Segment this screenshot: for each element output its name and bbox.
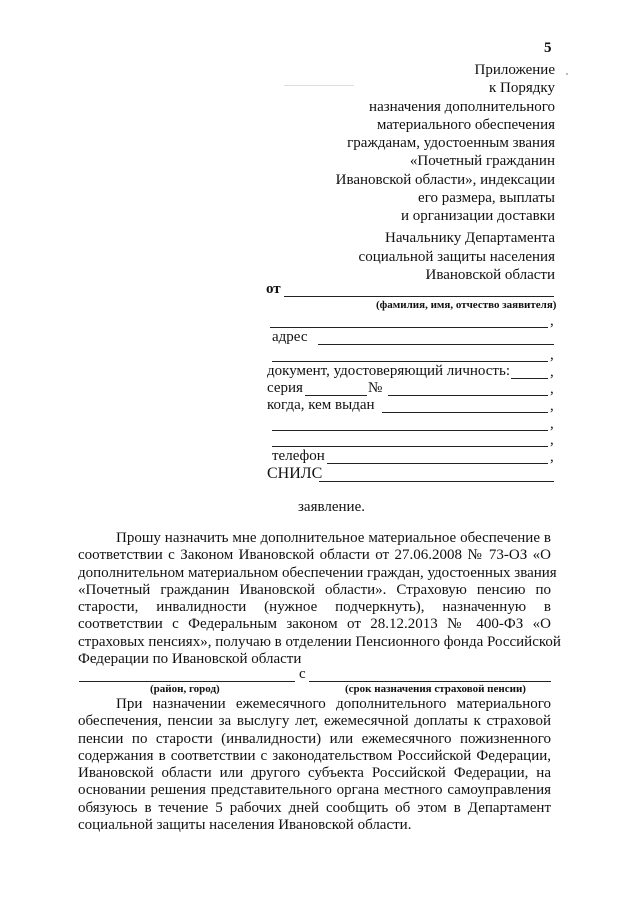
issued-field-3[interactable] (272, 446, 548, 447)
comma: , (550, 398, 554, 414)
request-paragraph (78, 530, 561, 668)
phone-field[interactable] (327, 463, 548, 464)
district-hint: (район, город) (150, 683, 220, 695)
address-field[interactable] (318, 344, 554, 345)
district-field[interactable] (79, 681, 295, 682)
period-hint: (срок назначения страховой пенсии) (345, 683, 526, 695)
paragraph-line: Ивановской области или другого субъекта Российской Федерации, на (78, 765, 551, 782)
appendix-line: к Порядку (489, 80, 555, 97)
page-number: 5 (544, 40, 552, 56)
paragraph-line: основании решения представительного органа местного самоуправления (78, 782, 551, 799)
appendix-line: Приложение (474, 62, 555, 78)
paragraph-line: социальной защиты населения Ивановской области. (78, 817, 412, 834)
number-label: № (368, 380, 383, 396)
comma: , (550, 381, 554, 397)
paragraph-line: страховых пенсиях», получаю в отделении Пенсионного фонда Российской (78, 633, 561, 650)
statement-title: заявление. (298, 499, 365, 515)
issued-label: когда, кем выдан (267, 397, 375, 413)
paragraph-line: Федерации по Ивановской области (78, 651, 302, 668)
paragraph-line: соответствии с Федеральным законом от 28.12.2013 № 400-ФЗ «О (78, 616, 551, 633)
appendix-line: материального обеспечения (376, 116, 555, 133)
addressee-block (255, 229, 555, 285)
paragraph-line: соответствии с Законом Ивановской области от 27.06.2008 № 73-ОЗ «О (78, 547, 551, 564)
series-field[interactable] (305, 395, 367, 396)
paragraph-line: «Почетный гражданин Ивановской области». Страховую пенсию по (78, 581, 551, 598)
comma: , (550, 313, 554, 329)
paragraph-line: обеспечения, пенсии за выслугу лет, ежемесячной доплаты к страховой (78, 713, 551, 730)
issued-field-2[interactable] (272, 430, 548, 431)
appendix-line: «Почетный гражданин (409, 153, 555, 170)
addressee-line: Ивановской области (425, 267, 555, 283)
paragraph-line: старости, инвалидности (нужное подчеркнуть), назначенную в (78, 599, 551, 616)
from-label: от (266, 281, 281, 297)
comma: , (550, 347, 554, 363)
appendix-line: гражданам, удостоенным звания (347, 135, 555, 152)
appendix-line: его размера, выплаты (418, 190, 555, 207)
phone-label: телефон (272, 448, 325, 464)
paragraph-line: содержания в соответствии с законодательством Российской Федерации, (78, 747, 551, 764)
issued-field[interactable] (382, 412, 548, 413)
identity-document-label: документ, удостоверяющий личность: (267, 363, 510, 379)
applicant-name-field[interactable] (284, 296, 554, 297)
paragraph-line: обязуюсь в течение 5 рабочих дней сообщить об этом в Департамент (78, 799, 551, 816)
comma: , (550, 416, 554, 432)
pension-period-field[interactable] (309, 681, 551, 682)
appendix-line: назначения дополнительного (369, 98, 555, 115)
paragraph-line: При назначении ежемесячного дополнительного материального (116, 696, 551, 712)
comma: , (550, 432, 554, 448)
address-label: адрес (272, 329, 308, 345)
obligation-paragraph (78, 696, 551, 834)
identity-document-field[interactable] (511, 378, 548, 379)
applicant-name-hint: (фамилия, имя, отчество заявителя) (376, 299, 557, 311)
paragraph-line: пенсии по старости (инвалидности) или ежемесячного пожизненного (78, 730, 551, 747)
addressee-line: социальной защиты населения (358, 248, 555, 265)
comma: , (550, 364, 554, 380)
address-field-2[interactable] (272, 361, 548, 362)
appendix-line: и организации доставки (400, 208, 555, 225)
addressee-line: Начальнику Департамента (385, 230, 555, 246)
scan-artifact (566, 73, 568, 75)
since-label: с (299, 666, 306, 682)
comma: , (550, 449, 554, 465)
number-field[interactable] (388, 395, 548, 396)
appendix-block (255, 61, 555, 226)
paragraph-line: дополнительном материальном обеспечении граждан, удостоенных звания (78, 564, 557, 581)
applicant-name-field-2[interactable] (270, 327, 548, 328)
snils-field[interactable] (319, 481, 554, 482)
paragraph-line: Прошу назначить мне дополнительное материальное обеспечение в (116, 530, 551, 546)
snils-label: СНИЛС (267, 465, 323, 482)
series-label: серия (267, 380, 303, 396)
appendix-line: Ивановской области», индексации (335, 171, 555, 188)
